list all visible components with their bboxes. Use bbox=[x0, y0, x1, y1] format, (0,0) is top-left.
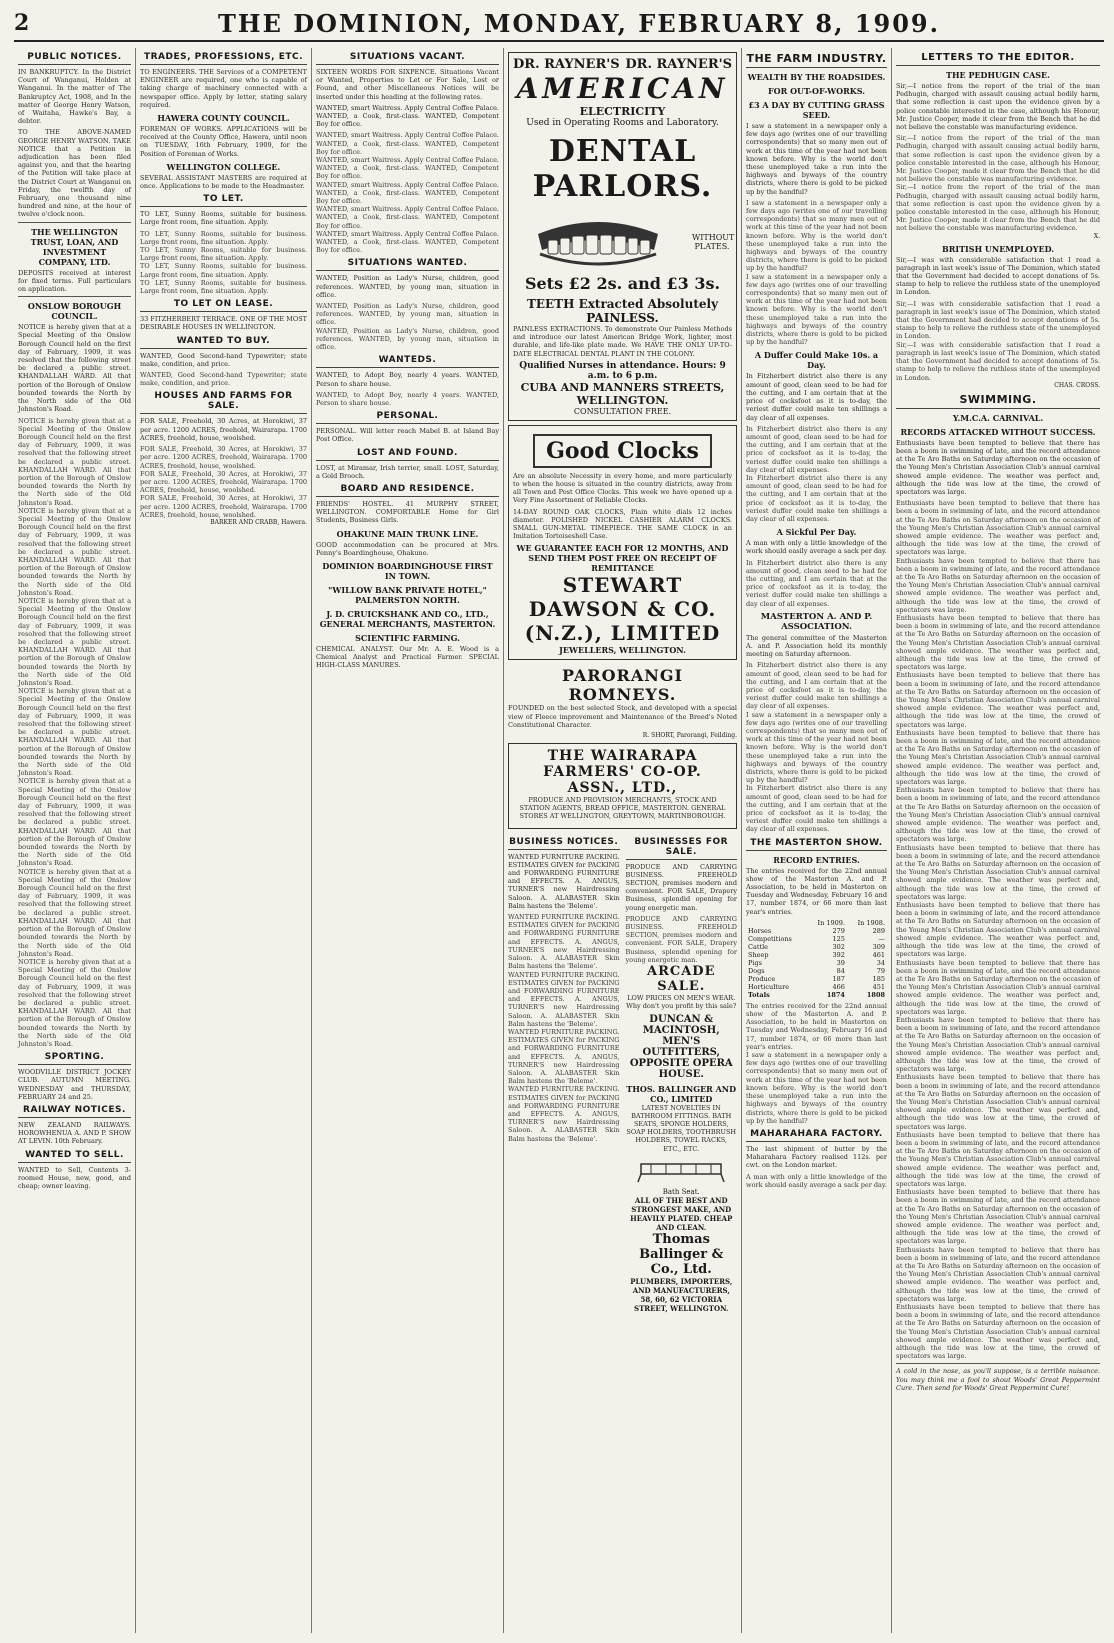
notice-onslow-continued-6: NOTICE is hereby given that at a Special Meeting of the Onslow Borough Council held on the first day of February, 1909, it was resolved that the following street be declared a public street. KHANDALLAH WARD. All that portion of the Borough of Onslow bounded towards the North by the North side of the Old Johnston's Road. bbox=[18, 867, 131, 958]
sub-ymca-carnival: Y.M.C.A. CARNIVAL. bbox=[952, 412, 1044, 423]
notice-onslow: NOTICE is hereby given that at a Special Meeting of the Onslow Borough Council held on the first day of February, 1909, it was resolved that the following street be declared a public street. KHANDALLAH WARD. All that portion of the Borough of Onslow bounded towards the North by the North side of the Old Johnston's Road. bbox=[18, 323, 131, 414]
plumbers-address: PLUMBERS, IMPORTERS, AND MANUFACTURERS, 58, 60, 62 VICTORIA STREET, WELLINGTON. bbox=[630, 1276, 733, 1313]
notice-engineers: TO ENGINEERS. THE Services of a COMPETENT ENGINEER are required, one who is capable of taking charge of machinery connected with a newspaper office. Apply by letter, stating salary required. bbox=[140, 68, 307, 109]
notice-onslow-continued-2: NOTICE is hereby given that at a Special Meeting of the Onslow Borough Council held on the first day of February, 1909, it was resolved that the following street be declared a public street. KHANDALLAH WARD. All that portion of the Borough of Onslow bounded towards the North by the North side of the Old Johnston's Road. bbox=[18, 506, 131, 597]
stewart-dawson-heading: STEWART DAWSON & CO. (N.Z.), LIMITED bbox=[524, 573, 721, 646]
business-notices-text-3: WANTED FURNITURE PACKING. ESTIMATES GIVEN for PACKING and FORWARDING FURNITURE and EFFECTS. A. ANGUS, TURNER'S new Hairdressing Saloon. A. ALABASTER Skin Balm hastens the 'Beleme'. bbox=[508, 970, 620, 1028]
farm-paragraph-3: A man with only a little knowledge of the work should easily average a sack per day. bbox=[746, 539, 887, 556]
notice-onslow-continued: NOTICE is hereby given that at a Special Meeting of the Onslow Borough Council held on the first day of February, 1909, it was resolved that the following street be declared a public street. KHANDALLAH WARD. All that portion of the Borough of Onslow bounded towards the North by the North side of the Old Johnston's Road. bbox=[18, 416, 131, 507]
heading-masterton-assoc: MASTERTON A. AND P. ASSOCIATION. bbox=[760, 611, 873, 632]
table-cell: Horticulture bbox=[748, 982, 790, 991]
maharahara-text: The last shipment of butter by the Maharahara Factory realised 112s. per cwt. on the London market. bbox=[746, 1144, 887, 1170]
notice-situations-wanted-3: WANTED, Position as Lady's Nurse, children, good references. WANTED, by young man, situation in office. bbox=[316, 326, 499, 352]
maharahara-text-2: A man with only a little knowledge of the work should easily average a sack per day. bbox=[746, 1172, 887, 1189]
notice-farms-4: FOR SALE, Freehold, 30 Acres, at Horokiwi, 37 per acre. 1200 ACRES, freehold, Wairarapa. 1700 ACRES, freehold, house, woolshed. bbox=[140, 494, 307, 519]
column-public-notices bbox=[14, 48, 136, 1633]
swimming-report-7: Enthusiasts have been tempted to believe that there has been a boom in swimming of late, and the record attendance at the Te Aro Baths on Saturday afternoon on the occasion of the Young Men's Christian Association Club's annual carnival showed ample evidence. The weather was perfect and, although the tide was low at the time, the crowd of spectators was large. bbox=[896, 786, 1100, 844]
heading-businesses-for-sale: BUSINESSES FOR SALE. bbox=[626, 837, 738, 860]
table-cell: 279 bbox=[832, 926, 845, 935]
letter-unemployed: Sir,—I was with considerable satisfaction that I read a paragraph in last week's issue of The Dominion, which stated that the Government had decided to accept donations of 5s. stamp to help to relieve the ruthless state of the unemployed in London. bbox=[896, 255, 1100, 297]
column-farm-industry bbox=[742, 48, 892, 1633]
heading-hawera: HAWERA COUNTY COUNCIL. bbox=[157, 113, 290, 124]
parorangi-heading: PARORANGI ROMNEYS. bbox=[562, 666, 683, 705]
swimming-report-3: Enthusiasts have been tempted to believe that there has been a boom in swimming of late, and the record attendance at the Te Aro Baths on Saturday afternoon on the occasion of the Young Men's Christian Association Club's annual carnival showed ample evidence. The weather was perfect and, although the tide was low at the time, the crowd of spectators was large. bbox=[896, 556, 1100, 614]
business-notices-text-2: WANTED FURNITURE PACKING. ESTIMATES GIVEN for PACKING and FORWARDING FURNITURE and EFFECTS. A. ANGUS, TURNER'S new Hairdressing Saloon. A. ALABASTER Skin Balm hastens the 'Beleme'. bbox=[508, 913, 620, 971]
sub-record-entries: RECORD ENTRIES. bbox=[773, 854, 860, 865]
table-cell: 309 bbox=[872, 942, 885, 951]
heading-ohakune: OHAKUNE MAIN TRUNK LINE. bbox=[336, 528, 479, 539]
heading-scientific-farming: SCIENTIFIC FARMING. bbox=[355, 632, 460, 643]
swimming-report-2: Enthusiasts have been tempted to believe that there has been a boom in swimming of late, and the record attendance at the Te Aro Baths on Saturday afternoon on the occasion of the Young Men's Christian Association Club's annual carnival showed ample evidence. The weather was perfect and, although the tide was low at the time, the crowd of spectators was large. bbox=[896, 499, 1100, 557]
column-letters bbox=[892, 48, 1104, 1633]
notice-onslow-continued-7: NOTICE is hereby given that at a Special Meeting of the Onslow Borough Council held on the first day of February, 1909, it was resolved that the following street be declared a public street. KHANDALLAH WARD. All that portion of the Borough of Onslow bounded towards the North by the North side of the Old Johnston's Road. bbox=[18, 957, 131, 1048]
farm-paragraph-3b: In Fitzherbert district also there is any amount of good, clean seed to be had for the cutting, and I am certain that at the price of cocksfoot as it is to-day, the veriest duffer could make ten shillings a day clear of all expenses. bbox=[746, 558, 887, 608]
heading-business-notices: BUSINESS NOTICES. bbox=[508, 837, 620, 850]
electricity-label: ELECTRICITY bbox=[579, 105, 666, 118]
clocks-text: Are an absolute Necessity in every home, and more particularly to when the house is situated in the country districts, away from all Town and Post Office Clocks. This week we have opened up a Very Fine Assortment of Reliable Clocks. bbox=[513, 471, 732, 505]
swimming-report-14: Enthusiasts have been tempted to believe that there has been a boom in swimming of late, and the record attendance at the Te Aro Baths on Saturday afternoon on the occasion of the Young Men's Christian Association Club's annual carnival showed ample evidence. The weather was perfect and, although the tide was low at the time, the crowd of spectators was large. bbox=[896, 1188, 1100, 1246]
masterton-assoc-text-3: I saw a statement in a newspaper only a few days ago (writes one of our travelling correspondents) that so many men out of work at this time of the year had not been known before. Why is the world don't these unemployed take a run into the highways and byways of the country districts, where there is gold to be picked up by the handful? bbox=[746, 710, 887, 785]
sub-three-pounds: £3 A DAY BY CUTTING GRASS SEED. bbox=[748, 100, 885, 120]
heading-wanteds: WANTEDS. bbox=[316, 355, 499, 368]
table-row bbox=[746, 991, 887, 999]
table-cell: Cattle bbox=[748, 942, 768, 951]
table-header-cell: In 1909. bbox=[817, 918, 845, 927]
notice-personal: PERSONAL. Will letter reach Mabel B. at Island Bay Post Office. bbox=[316, 427, 499, 444]
denture-illustration bbox=[528, 214, 668, 270]
swimming-report-4: Enthusiasts have been tempted to believe that there has been a boom in swimming of late, and the record attendance at the Te Aro Baths on Saturday afternoon on the occasion of the Young Men's Christian Association Club's annual carnival showed ample evidence. The weather was perfect and, although the tide was low at the time, the crowd of spectators was large. bbox=[896, 613, 1100, 672]
table-row bbox=[746, 927, 887, 935]
heading-situations-wanted: SITUATIONS WANTED. bbox=[316, 258, 499, 271]
sub-british-unemployed: BRITISH UNEMPLOYED. bbox=[941, 243, 1055, 254]
notice-to-let-2: TO LET, Sunny Rooms, suitable for business. Large front room, fine situation. Apply. bbox=[140, 229, 307, 246]
notice-woodville: WOODVILLE DISTRICT JOCKEY CLUB. AUTUMN MEETING. WEDNESDAY and THURSDAY, FEBRUARY 24 and 25. bbox=[18, 1068, 131, 1101]
business-notices-text-4: WANTED FURNITURE PACKING. ESTIMATES GIVEN for PACKING and FORWARDING FURNITURE and EFFECTS. A. ANGUS, TURNER'S new Hairdressing Saloon. A. ALABASTER Skin Balm hastens the 'Beleme'. bbox=[508, 1027, 620, 1086]
heading-personal: PERSONAL. bbox=[316, 411, 499, 424]
heading-to-let: TO LET. bbox=[140, 194, 307, 207]
farm-paragraph-1: I saw a statement in a newspaper only a few days ago (writes one of our travelling correspondents) that so many men out of work at this time of the year had not been known before. Why is the world don't these unemployed take a run into the highways and byways of the country districts, where there is gold to be picked up by the handful? bbox=[746, 122, 887, 196]
teeth-extracted-heading: TEETH Extracted Absolutely PAINLESS. bbox=[526, 297, 719, 325]
heading-trades: TRADES, PROFESSIONS, ETC. bbox=[140, 52, 307, 65]
sub-sickful: A Sickful Per Day. bbox=[776, 527, 857, 538]
ad-dental-parlors bbox=[508, 52, 737, 421]
masterton-assoc-text-4: In Fitzherbert district also there is any amount of good, clean seed to be had for the cutting, and I am certain that at the price of cocksfoot as it is to-day, the veriest duffer could make ten shillings a day clear of all expenses. bbox=[746, 784, 887, 834]
table-row bbox=[746, 943, 887, 951]
letter-signature-x: X. bbox=[1093, 232, 1100, 240]
notice-lost: LOST, at Miramar, Irish terrier, small. LOST, Saturday, a Gold Brooch. bbox=[316, 463, 499, 480]
sub-wealth-roadsides: WEALTH BY THE ROADSIDES. bbox=[747, 72, 886, 82]
heading-farm-industry: THE FARM INDUSTRY. bbox=[746, 52, 887, 68]
divider bbox=[896, 1363, 1100, 1364]
clocks-items: 14-DAY ROUND OAK CLOCKS, Plain white dials 12 inches diameter. POLISHED NICKEL CASHIER ALARM CLOCKS. SMALL GUN-METAL TIMEPIECE. THE SAME CLOCK in an Imitation Tortoiseshell Case. bbox=[513, 507, 732, 541]
notice-watson: TO THE ABOVE-NAMED GEORGE HENRY WATSON. TAKE NOTICE that a Petition in adjudication has been filed against you, and that the hearing of the Petition will take place at the District Court at Wanganui on Friday, the twelfth day of February, one thousand nine hundred and nine, at the hour of twelve o'clock noon. bbox=[18, 128, 131, 219]
table-header-cell bbox=[746, 919, 807, 927]
table-cell: 461 bbox=[872, 950, 885, 959]
show-entries-continued: The entries received for the 22nd annual show of the Masterton A. and P. Association, to be held in Masterton on Tuesday and Wednesday, February 16 and 17, number 1874, or 66 more than last year's entries. bbox=[746, 1001, 887, 1051]
masthead bbox=[14, 6, 1104, 42]
good-clocks-heading: Good Clocks bbox=[533, 434, 712, 468]
heading-houses-farms: HOUSES AND FARMS FOR SALE. bbox=[140, 391, 307, 414]
heading-lost-found: LOST AND FOUND. bbox=[316, 448, 499, 461]
notice-vacancies-3: WANTED, smart Waitress. Apply Central Coffee Palace. WANTED, a Cook, first-class. WANTED, Competent Boy for office. bbox=[316, 156, 499, 181]
column-trades bbox=[136, 48, 312, 1633]
consultation-free: CONSULTATION FREE. bbox=[573, 406, 672, 416]
farm-paragraph-2c: In Fitzherbert district also there is any amount of good, clean seed to be had for the cutting, and I am certain that at the price of cocksfoot as it is to-day, the veriest duffer could make ten shillings a day clear of all expenses. bbox=[746, 473, 887, 523]
letter-pedhugin-2: Sir,—I notice from the report of the trial of the man Pedhugin, charged with assault causing actual bodily harm, that some reflection is cast upon the evidence given by a police constable interested in the case, although his Honour, Mr. Justice Cooper, made it clear from the Bench that he did not believe the constable was manufacturing evidence. bbox=[896, 134, 1100, 184]
table-row bbox=[746, 951, 887, 959]
heading-wanted-to-buy: WANTED TO BUY. bbox=[140, 336, 307, 349]
notice-to-let: TO LET, Sunny Rooms, suitable for business. Large front room, fine situation. Apply. bbox=[140, 210, 307, 227]
used-in-label: Used in Operating Rooms and Laboratory. bbox=[526, 118, 719, 128]
table-cell: 466 bbox=[832, 982, 845, 991]
table-cell: 451 bbox=[872, 982, 885, 991]
sub-duffer: A Duffer Could Make 10s. a Day. bbox=[754, 350, 879, 371]
arcade-sale-heading: ARCADE SALE. bbox=[646, 964, 716, 995]
heading-wellington-college: WELLINGTON COLLEGE. bbox=[166, 161, 281, 172]
notice-wanteds-2: WANTED, to Adopt Boy, nearly 4 years. WANTED, Person to share house. bbox=[316, 390, 499, 407]
heading-situations-vacant: SITUATIONS VACANT. bbox=[316, 52, 499, 65]
ad-wairarapa-farmers bbox=[508, 743, 737, 829]
show-entries-text: The entries received for the 22nd annual show of the Masterton A. and P. Association, to be held in Masterton on Tuesday and Wednesday, February 16 and 17, number 1874, or 66 more than last year's entries. bbox=[746, 866, 887, 916]
table-cell: Produce bbox=[748, 974, 776, 983]
notice-vacancies-5: WANTED, smart Waitress. Apply Central Coffee Palace. WANTED, a Cook, first-class. WANTED, Competent Boy for office. bbox=[316, 205, 499, 230]
heading-board-residence: BOARD AND RESIDENCE. bbox=[316, 484, 499, 497]
notice-chemical-analyst: CHEMICAL ANALYST. Our Mr. A. E. Wood is a Chemical Analyst and Practical Farmer. SPECIAL HIGH-CLASS MANURES. bbox=[316, 644, 499, 670]
entries-table bbox=[746, 919, 887, 999]
page-number: 2 bbox=[14, 10, 30, 36]
table-cell: — bbox=[878, 934, 885, 943]
ballinger-heading: THOS. BALLINGER AND CO., LIMITED bbox=[626, 1083, 737, 1104]
swimming-report-9: Enthusiasts have been tempted to believe that there has been a boom in swimming of late, and the record attendance at the Te Aro Baths on Saturday afternoon on the occasion of the Young Men's Christian Association Club's annual carnival showed ample evidence. The weather was perfect and, although the tide was low at the time, the crowd of spectators was large. bbox=[896, 901, 1100, 959]
notice-vacancies-2: WANTED, smart Waitress. Apply Central Coffee Palace. WANTED, a Cook, first-class. WANTED, Competent Boy for office. bbox=[316, 131, 499, 156]
table-cell: 392 bbox=[832, 950, 845, 959]
notice-ohakune: GOOD accommodation can be procured at Mrs. Penny's Boardinghouse, Ohakune. bbox=[316, 540, 499, 557]
notice-farms-2: FOR SALE, Freehold, 30 Acres, at Horokiwi, 37 per acre. 1200 ACRES, freehold, Wairarapa. 1700 ACRES, freehold, house, woolshed. bbox=[140, 445, 307, 470]
swimming-report-5: Enthusiasts have been tempted to believe that there has been a boom in swimming of late, and the record attendance at the Te Aro Baths on Saturday afternoon on the occasion of the Young Men's Christian Association Club's annual carnival showed ample evidence. The weather was perfect and, although the tide was low at the time, the crowd of spectators was large. bbox=[896, 671, 1100, 729]
heading-onslow: ONSLOW BOROUGH COUNCIL. bbox=[27, 301, 122, 322]
swimming-report-15: Enthusiasts have been tempted to believe that there has been a boom in swimming of late, and the record attendance at the Te Aro Baths on Saturday afternoon on the occasion of the Young Men's Christian Association Club's annual carnival showed ample evidence. The weather was perfect and, although the tide was low at the time, the crowd of spectators was large. bbox=[896, 1245, 1100, 1303]
heading-maharahara: MAHARAHARA FACTORY. bbox=[746, 1129, 887, 1142]
american-heading: AMERICAN bbox=[516, 72, 729, 105]
table-row bbox=[746, 959, 887, 967]
notice-railway: NEW ZEALAND RAILWAYS. HOROWHENUA A. AND P. SHOW AT LEVIN. 10th February. bbox=[18, 1120, 131, 1146]
swimming-report-10: Enthusiasts have been tempted to believe that there has been a boom in swimming of late, and the record attendance at the Te Aro Baths on Saturday afternoon on the occasion of the Young Men's Christian Association Club's annual carnival showed ample evidence. The weather was perfect and, although the tide was low at the time, the crowd of spectators was large. bbox=[896, 958, 1100, 1016]
table-cell: 302 bbox=[832, 942, 845, 951]
heading-to-let-lease: TO LET ON LEASE. bbox=[140, 299, 307, 312]
heading-sporting: SPORTING. bbox=[18, 1052, 131, 1065]
guarantee-text: WE GUARANTEE EACH FOR 12 MONTHS, AND SEND THEM POST FREE ON RECEIPT OF REMITTANCE bbox=[516, 543, 729, 574]
table-row bbox=[746, 967, 887, 975]
sub-records-attacked: RECORDS ATTACKED WITHOUT SUCCESS. bbox=[900, 426, 1096, 437]
business-notices-text-5: WANTED FURNITURE PACKING. ESTIMATES GIVEN for PACKING and FORWARDING FURNITURE and EFFECTS. A. ANGUS, TURNER'S new Hairdressing Saloon. A. ALABASTER Skin Balm hastens the 'Beleme'. bbox=[508, 1085, 620, 1143]
notice-typewriter: WANTED, Good Second-hand Typewriter; state make, condition, and price. bbox=[140, 351, 307, 368]
notice-situations-wanted-2: WANTED, Position as Lady's Nurse, children, good references. WANTED, by young man, situation in office. bbox=[316, 302, 499, 327]
swimming-report-13: Enthusiasts have been tempted to believe that there has been a boom in swimming of late, and the record attendance at the Te Aro Baths on Saturday afternoon on the occasion of the Young Men's Christian Association Club's annual carnival showed ample evidence. The weather was perfect and, although the tide was low at the time, the crowd of spectators was large. bbox=[896, 1130, 1100, 1188]
divider bbox=[18, 222, 131, 223]
notice-wanteds: WANTED, to Adopt Boy, nearly 4 years. WANTED, Person to share house. bbox=[316, 371, 499, 388]
notice-rates: SIXTEEN WORDS FOR SIXPENCE. Situations Vacant or Wanted, Properties to Let or For Sale, Lost or Found, and other Miscellaneous Notices will be inserted under this heading at the following rates. bbox=[316, 68, 499, 101]
notice-farms: FOR SALE, Freehold, 30 Acres, at Horokiwi, 37 per acre. 1200 ACRES, freehold, Wairarapa. 1700 ACRES, freehold, house, woolshed. bbox=[140, 417, 307, 442]
letter-unemployed-2: Sir,—I was with considerable satisfaction that I read a paragraph in last week's issue of The Dominion, which stated that the Government had decided to accept donations of 5s. stamp to help to relieve the ruthless state of the unemployed in London. bbox=[896, 299, 1100, 341]
notice-to-let-3: TO LET, Sunny Rooms, suitable for business. Large front room, fine situation. Apply. bbox=[140, 246, 307, 263]
notice-fitzherbert: 33 FITZHERBERT TERRACE. ONE OF THE MOST DESIRABLE HOUSES IN WELLINGTON. bbox=[140, 315, 308, 332]
notice-vacancies-6: WANTED, smart Waitress. Apply Central Coffee Palace. WANTED, a Cook, first-class. WANTED, Competent Boy for office. bbox=[316, 229, 499, 255]
farm-paragraph-1b: I saw a statement in a newspaper only a few days ago (writes one of our travelling correspondents) that so many men out of work at this time of the year had not been known before. Why is the world don't these unemployed take a run into the highways and byways of the country districts, where there is gold to be picked up by the handful? bbox=[746, 198, 887, 273]
ballinger-all: ALL OF THE BEST AND STRONGEST MAKE, AND HEAVILY PLATED. CHEAP AND CLEAN. bbox=[630, 1195, 733, 1232]
bath-seat-illustration bbox=[636, 1156, 726, 1186]
farm-paragraph-2: In Fitzherbert district also there is any amount of good, clean seed to be had for the cutting, and I am certain that at the price of cocksfoot as it is to-day, the veriest duffer could make ten shillings a day clear of all expenses. bbox=[746, 372, 887, 422]
notice-to-let-4: TO LET, Sunny Rooms, suitable for business. Large front room, fine situation. Apply. bbox=[140, 262, 307, 279]
duncan-macintosh: DUNCAN & MACINTOSH, MEN'S OUTFITTERS, OPPOSITE OPERA HOUSE. bbox=[629, 1013, 733, 1080]
notice-onslow-continued-3: NOTICE is hereby given that at a Special Meeting of the Onslow Borough Council held on the first day of February, 1909, it was resolved that the following street be declared a public street. KHANDALLAH WARD. All that portion of the Borough of Onslow bounded towards the North by the North side of the Old Johnston's Road. bbox=[18, 596, 131, 687]
table-cell: 185 bbox=[872, 974, 885, 983]
table-cell: Pigs bbox=[748, 958, 762, 967]
sets-price: Sets £2 2s. and £3 3s. bbox=[524, 274, 721, 293]
letter-signature-cross: CHAS. CROSS. bbox=[1054, 381, 1100, 389]
heading-wellington-trust: THE WELLINGTON TRUST, LOAN, AND INVESTMENT COMPANY, LTD. bbox=[30, 226, 119, 267]
column-advertisements bbox=[504, 48, 742, 1633]
notice-situations-wanted: WANTED, Position as Lady's Nurse, children, good references. WANTED, by young man, situation in office. bbox=[316, 274, 499, 299]
heading-dominion-boarding: DOMINION BOARDINGHOUSE FIRST IN TOWN. bbox=[322, 560, 493, 581]
masterton-assoc-text: The general committee of the Masterton A. and P. Association held its monthly meeting on Saturday afternoon. bbox=[746, 633, 887, 659]
swimming-report-11: Enthusiasts have been tempted to believe that there has been a boom in swimming of late, and the record attendance at the Te Aro Baths on Saturday afternoon on the occasion of the Young Men's Christian Association Club's annual carnival showed ample evidence. The weather was perfect and, although the tide was low at the time, the crowd of spectators was large. bbox=[896, 1015, 1100, 1074]
dental-parlors-heading: DENTAL PARLORS. bbox=[532, 134, 713, 204]
table-cell: Dogs bbox=[748, 966, 765, 975]
swimming-report-12: Enthusiasts have been tempted to believe that there has been a boom in swimming of late, and the record attendance at the Te Aro Baths on Saturday afternoon on the occasion of the Young Men's Christian Association Club's annual carnival showed ample evidence. The weather was perfect and, although the tide was low at the time, the crowd of spectators was large. bbox=[896, 1073, 1100, 1131]
table-cell: Totals bbox=[748, 990, 770, 999]
without-plates-label: WITHOUT PLATES. bbox=[692, 233, 735, 251]
table-cell: Sheep bbox=[748, 950, 769, 959]
divider bbox=[18, 296, 131, 297]
show-entries-continued-2: I saw a statement in a newspaper only a few days ago (writes one of our travelling correspondents) that so many men out of work at this time of the year had not been known before. Why is the world don't these unemployed take a run into the highways and byways of the country districts, where there is gold to be picked up by the handful? bbox=[746, 1051, 887, 1125]
table-cell: 34 bbox=[876, 958, 885, 967]
notice-onslow-continued-5: NOTICE is hereby given that at a Special Meeting of the Onslow Borough Council held on the first day of February, 1909, it was resolved that the following street be declared a public street. KHANDALLAH WARD. All that portion of the Borough of Onslow bounded towards the North by the North side of the Old Johnston's Road. bbox=[18, 777, 131, 868]
notice-foreman: FOREMAN OF WORKS. APPLICATIONS will be received at the County Office, Hawera, until noon on TUESDAY, 16th February, 1909, for the Position of Foreman of Works. bbox=[140, 125, 307, 158]
notice-vacancies: WANTED, smart Waitress. Apply Central Coffee Palace. WANTED, a Cook, first-class. WANTED, Competent Boy for office. bbox=[316, 103, 499, 129]
ad-good-clocks bbox=[508, 425, 737, 661]
notice-typewriter-2: WANTED, Good Second-hand Typewriter; state make, condition, and price. bbox=[140, 371, 307, 388]
column-situations bbox=[312, 48, 504, 1633]
table-header-row bbox=[746, 919, 887, 927]
peppermint-cure-verse: A cold in the nose, as you'll suppose, is a terrible nuisance. You may think me a fool to shout Woods' Great Peppermint Cure. Then send for Woods' Great Peppermint Cure! bbox=[896, 1367, 1100, 1392]
swimming-report-16: Enthusiasts have been tempted to believe that there has been a boom in swimming of late, and the record attendance at the Te Aro Baths on Saturday afternoon on the occasion of the Young Men's Christian Association Club's annual carnival showed ample evidence. The weather was perfect and, although the tide was low at the time, the crowd of spectators was large. bbox=[896, 1303, 1100, 1361]
table-cell: 39 bbox=[836, 958, 845, 967]
swimming-report-6: Enthusiasts have been tempted to believe that there has been a boom in swimming of late, and the record attendance at the Te Aro Baths on Saturday afternoon on the occasion of the Young Men's Christian Association Club's annual carnival showed ample evidence. The weather was perfect and, although the tide was low at the time, the crowd of spectators was large. bbox=[896, 728, 1100, 787]
swimming-report: Enthusiasts have been tempted to believe that there has been a boom in swimming of late, and the record attendance at the Te Aro Baths on Saturday afternoon on the occasion of the Young Men's Christian Association Club's annual carnival showed ample evidence. The weather was perfect and, although the tide was low at the time, the crowd of spectators was large. bbox=[896, 438, 1100, 496]
parorangi-signature: R. SHORT, Parorangi, Feilding. bbox=[642, 732, 737, 740]
letter-pedhugin: Sir,—I notice from the report of the trial of the man Pedhugin, charged with assault causing actual bodily harm, that some reflection is cast upon the evidence given by a police constable interested in the case, although his Honour, Mr. Justice Cooper, made it clear from the Bench that he did not believe the constable was manufacturing evidence. bbox=[896, 82, 1100, 132]
table-row bbox=[746, 975, 887, 983]
table-cell: Competitions bbox=[748, 934, 792, 943]
table-header-cell: In 1908. bbox=[857, 918, 885, 927]
painless-text: PAINLESS EXTRACTIONS. To demonstrate Our Painless Methods and introduce our latest American Bridge Work, lighter, most durable, and life-like plate made. We HAVE THE ONLY UP-TO-DATE ELECTRICAL DENTAL PLANT IN THE COLONY. bbox=[513, 325, 732, 358]
table-cell: 79 bbox=[876, 966, 885, 975]
table-cell: 84 bbox=[836, 966, 845, 975]
heading-public-notices: PUBLIC NOTICES. bbox=[18, 52, 131, 65]
wairarapa-heading: THE WAIRARAPA FARMERS' CO-OP. ASSN., LTD., bbox=[543, 748, 702, 797]
heading-wanted-to-sell: WANTED TO SELL. bbox=[18, 1150, 131, 1163]
ballinger-text: LATEST NOVELTIES IN BATHROOM FITTINGS. BATH SEATS, SPONGE HOLDERS, SOAP HOLDERS, TOOTHBRUSH HOLDERS, TOWEL RACKS, ETC., ETC. bbox=[626, 1103, 737, 1153]
letter-pedhugin-3: Sir,—I notice from the report of the trial of the man Pedhugin, charged with assault causing actual bodily harm, that some reflection is cast upon the evidence given by a police constable interested in the case, although his Honour, Mr. Justice Cooper, made it clear from the Bench that he did not believe the constable was manufacturing evidence. bbox=[896, 183, 1100, 233]
notice-masters: SEVERAL ASSISTANT MASTERS are required at once. Applications to be made to the Headmaster. bbox=[140, 173, 307, 191]
rayner-right: DR. RAYNER'S bbox=[625, 57, 732, 72]
nurses-hours: Qualified Nurses in attendance. Hours: 9 a.m. to 6 p.m. bbox=[519, 360, 726, 381]
notice-onslow-continued-4: NOTICE is hereby given that at a Special Meeting of the Onslow Borough Council held on the first day of February, 1909, it was resolved that the following street be declared a public street. KHANDALLAH WARD. All that portion of the Borough of Onslow bounded towards the North by the North side of the Old Johnston's Road. bbox=[18, 687, 131, 778]
notice-vacancies-4: WANTED, smart Waitress. Apply Central Coffee Palace. WANTED, a Cook, first-class. WANTED, Competent Boy for office. bbox=[316, 180, 499, 206]
bath-seat-label: Bath Seat. bbox=[662, 1187, 700, 1196]
farm-paragraph-1c: I saw a statement in a newspaper only a few days ago (writes one of our travelling correspondents) that so many men out of work at this time of the year had not been known before. Why is the world don't these unemployed take a run into the highways and byways of the country districts, where there is gold to be picked up by the handful? bbox=[746, 272, 887, 347]
parorangi-text: FOUNDED on the best selected Stock, and developed with a special view of Fleece improvement and Maintenance of the Breed's Noted Constitutional Character. bbox=[508, 704, 737, 729]
wairarapa-text: PRODUCE AND PROVISION MERCHANTS, STOCK AND STATION AGENTS, BREAD OFFICE, MASTERTON. GENERAL STORES AT WELLINGTON, GREYTOWN, MARTINBOROUGH. bbox=[519, 796, 726, 821]
table-cell: 289 bbox=[872, 926, 885, 935]
rayner-left: DR. RAYNER'S bbox=[513, 57, 620, 72]
swimming-report-8: Enthusiasts have been tempted to believe that there has been a boom in swimming of late, and the record attendance at the Te Aro Baths on Saturday afternoon on the occasion of the Young Men's Christian Association Club's annual carnival showed ample evidence. The weather was perfect and, although the tide was low at the time, the crowd of spectators was large. bbox=[896, 843, 1100, 901]
notice-bankruptcy: IN BANKRUPTCY. In the District Court of Wanganui, Holden at Wanganui. In the matter of The Bankruptcy Act, 1908, and In the matter of George Henry Watson, of Waitaha, Hawke's Bay, a debtor. bbox=[18, 68, 131, 126]
signature-barker-crabb: BARKER AND CRABB, Hawera. bbox=[210, 518, 307, 526]
heading-cruickshank: J. D. CRUICKSHANK AND CO., LTD., GENERAL MERCHANTS, MASTERTON. bbox=[319, 608, 496, 629]
newspaper-title: THE DOMINION, MONDAY, FEBRUARY 8, 1909. bbox=[218, 8, 940, 38]
business-notices-text: WANTED FURNITURE PACKING. ESTIMATES GIVEN for PACKING and FORWARDING FURNITURE and EFFECTS. A. ANGUS, TURNER'S new Hairdressing Saloon. A. ALABASTER Skin Balm hastens the 'Beleme'. bbox=[508, 852, 620, 910]
table-cell: 187 bbox=[832, 974, 845, 983]
notice-wanted-sell: WANTED to Sell, Contents 3-roomed House, new, good, and cheap; owner leaving. bbox=[18, 1165, 131, 1190]
heading-railway: RAILWAY NOTICES. bbox=[18, 1105, 131, 1118]
notice-to-let-5: TO LET, Sunny Rooms, suitable for business. Large front room, fine situation. Apply. bbox=[140, 278, 307, 296]
table-cell: 1874 bbox=[826, 990, 845, 999]
table-cell: 1808 bbox=[866, 990, 885, 999]
notice-farms-3: FOR SALE, Freehold, 30 Acres, at Horokiwi, 37 per acre. 1200 ACRES, freehold, Wairarapa. 1700 ACRES, freehold, house, woolshed. bbox=[140, 469, 307, 495]
heading-letters: LETTERS TO THE EDITOR. bbox=[896, 52, 1100, 66]
sub-pedhugin: THE PEDHUGIN CASE. bbox=[946, 70, 1050, 80]
notice-friends-hostel: FRIENDS' HOSTEL. 41 MURPHY STREET, WELLINGTON. COMFORTABLE Home for Girl Students, Business Girls. bbox=[316, 499, 499, 525]
sub-out-of-works: FOR OUT-OF-WORKS. bbox=[768, 86, 865, 96]
letter-unemployed-3: Sir,—I was with considerable satisfaction that I read a paragraph in last week's issue of The Dominion, which stated that the Government had decided to accept donations of 5s. stamp to help to relieve the ruthless state of the unemployed in London. bbox=[896, 340, 1100, 382]
notice-deposits: DEPOSITS received at interest for fixed terms. Full particulars on application. bbox=[18, 268, 131, 294]
arcade-sale-text: LOW PRICES ON MEN'S WEAR. Why don't you profit by this sale? bbox=[626, 994, 737, 1011]
thomas-ballinger: Thomas Ballinger & Co., Ltd. bbox=[639, 1231, 724, 1277]
jewellers-label: JEWELLERS, WELLINGTON. bbox=[559, 645, 686, 656]
table-row bbox=[746, 935, 887, 943]
farm-paragraph-2b: In Fitzherbert district also there is any amount of good, clean seed to be had for the cutting, and I am certain that at the price of cocksfoot as it is to-day, the veriest duffer could make ten shillings a day clear of all expenses. bbox=[746, 424, 887, 474]
cuba-manners-address: CUBA AND MANNERS STREETS, WELLINGTON. bbox=[520, 380, 725, 407]
table-cell: Horses bbox=[748, 926, 772, 935]
heading-swimming: SWIMMING. bbox=[896, 393, 1100, 409]
masterton-assoc-text-2: In Fitzherbert district also there is any amount of good, clean seed to be had for the cutting, and I am certain that at the price of cocksfoot as it is to-day, the veriest duffer could make ten shillings a day clear of all expenses. bbox=[746, 661, 887, 711]
table-cell: 125 bbox=[832, 934, 845, 943]
heading-willow-bank: "WILLOW BANK PRIVATE HOTEL," PALMERSTON NORTH. bbox=[328, 584, 487, 605]
businesses-for-sale-text: PRODUCE AND CARRYING BUSINESS. FREEHOLD SECTION, premises modern and convenient. FOR SALE, Drapery Business, splendid opening for young energetic man. bbox=[625, 862, 737, 912]
table-row bbox=[746, 983, 887, 991]
businesses-for-sale-text-2: PRODUCE AND CARRYING BUSINESS. FREEHOLD SECTION, premises modern and convenient. FOR SALE, Drapery Business, splendid opening for young energetic man. bbox=[625, 914, 737, 964]
heading-masterton-show: THE MASTERTON SHOW. bbox=[746, 838, 887, 851]
